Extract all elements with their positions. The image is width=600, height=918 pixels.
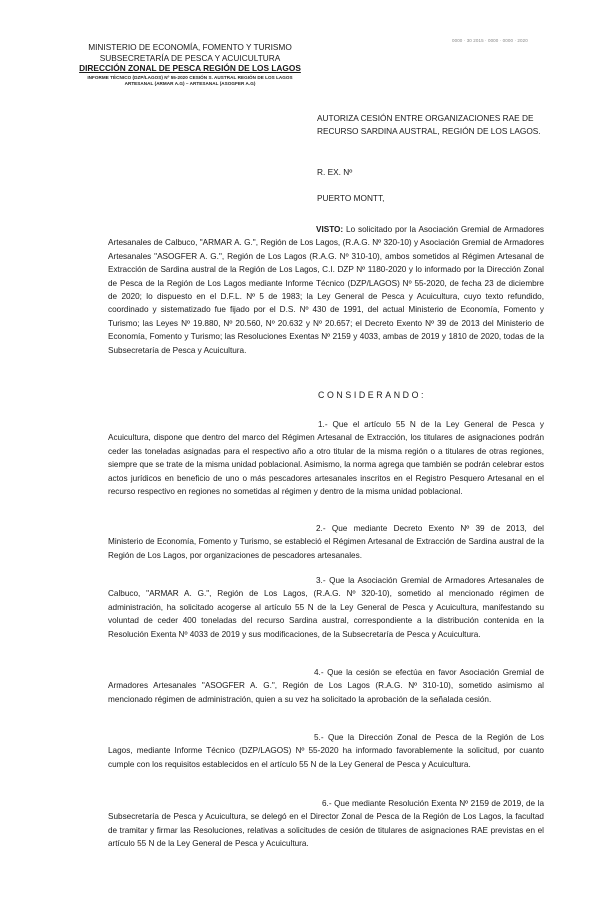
considerando-item-3 — [108, 574, 544, 641]
visto-text: Lo solicitado por la Asociación Gremial de Armadores Artesanales de Calbuco, "ARMAR A. G.", Región de Los Lagos, (R.A.G. Nº 320-10) y Asociación Gremial de Armadores Artesanales "ASOGFER A. G.", Región de Los Lagos (R.A.G. Nº 310-10), ambos sometidos al Régimen Artesanal de Extracción de Sardina austral de la Región de Los Lagos, C.I. DZP Nº 1180-2020 y lo informado por la Dirección Zonal de Pesca de la Región de Los Lagos mediante Informe Técnico (DZP/LAGOS) Nº 55-2020, de fecha 23 de diciembre de 2020; lo dispuesto en el D.F.L. Nº 5 de 1983; la Ley General de Pesca y Acuicultura, cuyo texto refundido, coordinado y sistematizado fue fijado por el D.S. Nº 430 de 1991, del actual Ministerio de Economía, Fomento y Turismo; las Leyes Nº 19.880, Nº 20.560, Nº 20.632 y Nº 20.657; el Decreto Exento Nº 39 de 2013 del Ministerio de Economía, Fomento y Turismo; las Resoluciones Exentas Nº 2159 y 4033, ambas de 2019 y 1810 de 2020, todas de la Subsecretaría de Pesca y Acuicultura. — [108, 225, 545, 355]
considerando-item-1-text: 1.- Que el artículo 55 N de la Ley General de Pesca y Acuicultura, dispone que dentro del marco del Régimen Artesanal de Extracción, los titulares de asignaciones podrán ceder las toneladas asignadas para el respectivo año a otro titular de la misma región o a titulares de otras regiones, siempre que se trate de la misma unidad poblacional. Asimismo, la norma agrega que también se podrán celebrar estos actos jurídicos en beneficio de uno o más pescadores artesanales inscritos en el Registro Pesquero Artesanal en el recurso respectivo en regiones no sometidas al régimen y dentro de la misma unidad poblacional. — [108, 420, 544, 497]
ministry-name: MINISTERIO DE ECONOMÍA, FOMENTO Y TURISMO — [88, 42, 292, 52]
considerando-item-4-text: 4.- Que la cesión se efectúa en favor Asociación Gremial de Armadores Artesanales "ASOGFER A. G.", Región de Los Lagos (R.A.G. Nº 310-10), sometido asimismo al mencionado régimen de administración, quien a su vez ha solicitado la aprobación de la señalada cesión. — [108, 668, 544, 704]
letterhead — [40, 42, 340, 88]
resolution-subject: AUTORIZA CESIÓN ENTRE ORGANIZACIONES RAE DE RECURSO SARDINA AUSTRAL, REGIÓN DE LOS LAGOS. — [317, 113, 541, 136]
document-stamp: 0000 · 30 2015 · 0000 · 0000 · 2020 — [452, 38, 528, 43]
considerando-item-5 — [108, 731, 544, 771]
report-reference-parties: ARTESANAL (ARMAR A.G) – ARTESANAL (ASOGFER A.G) — [124, 80, 256, 86]
considerando-item-2 — [108, 522, 544, 562]
undersecretariat-name: SUBSECRETARÍA DE PESCA Y ACUICULTURA — [99, 52, 281, 63]
considerando-item-3-text: 3.- Que la Asociación Gremial de Armadores Artesanales de Calbuco, "ARMAR A. G.", Región de Los Lagos, (R.A.G. Nº 320-10), sometido al mencionado régimen de administración, ha solicitado acogerse al artículo 55 N de la Ley General de Pesca y Acuicultura, manifestando su voluntad de ceder 400 toneladas del recurso Sardina austral, correspondiente a la distribución contenida en la Resolución Exenta Nº 4033 de 2019 y sus modificaciones, de la Subsecretaría de Pesca y Acuicultura. — [108, 576, 544, 639]
considerando-heading: CONSIDERANDO: — [318, 390, 427, 400]
place-date: PUERTO MONTT, — [317, 193, 385, 203]
considerando-item-1 — [108, 418, 544, 498]
considerando-item-4 — [108, 666, 544, 706]
considerando-item-6-text: 6.- Que mediante Resolución Exenta Nº 2159 de 2019, de la Subsecretaría de Pesca y Acuicultura, se delegó en el Director Zonal de Pesca de la Región de Los Lagos, la facultad de tramitar y firmar las Resoluciones, relativas a solicitudes de cesión de titulares de asignaciones RAE previstas en el artículo 55 N de la Ley General de Pesca y Acuicultura. — [108, 799, 544, 849]
resolution-number: R. EX. Nº — [317, 167, 353, 177]
considerando-item-5-text: 5.- Que la Dirección Zonal de Pesca de la Región de Los Lagos, mediante Informe Técnico (DZP/LAGOS) Nº 55-2020 ha informado favorablemente la solicitud, por cuanto cumple con los requisitos establecidos en el artículo 55 N de la Ley General de Pesca y Acuicultura. — [108, 733, 544, 769]
zonal-direction-name: DIRECCIÓN ZONAL DE PESCA REGIÓN DE LOS LAGOS — [79, 63, 301, 74]
report-reference: INFORME TÉCNICO (DZP/LAGOS) Nº 55-2020 CESIÓN S. AUSTRAL REGIÓN DE LOS LAGOS — [87, 74, 293, 80]
considerando-item-6 — [108, 797, 544, 851]
visto-label: VISTO: — [316, 225, 344, 234]
visto-paragraph — [108, 223, 544, 357]
considerando-item-2-text: 2.- Que mediante Decreto Exento Nº 39 de 2013, del Ministerio de Economía, Fomento y Turismo, se estableció el Régimen Artesanal de Extracción de Sardina austral de la Región de Los Lagos, por organizaciones de pescadores artesanales. — [108, 524, 544, 560]
